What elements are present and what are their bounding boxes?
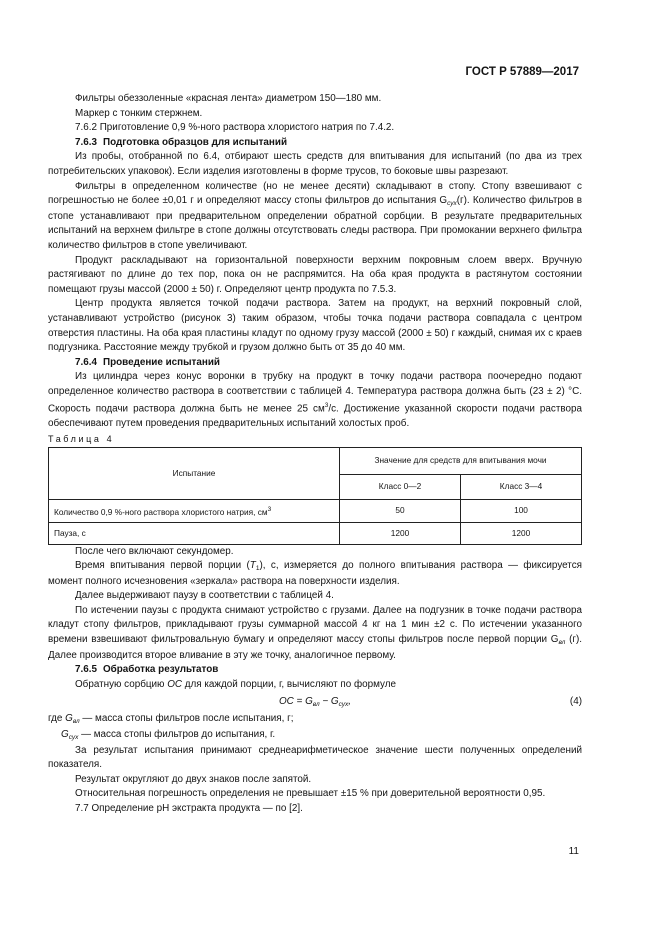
symbol: T [249,560,256,572]
table-caption: Таблица 4 [48,433,115,444]
symbol: G [61,729,69,741]
section-title: Проведение испытаний [102,356,220,368]
paragraph: Далее выдерживают паузу в соответствии с таблицей 4. [75,590,334,602]
section-title: Подготовка образцов для испытаний [102,136,288,148]
text-run: Фильтры в определенном количестве (но не менее десяти) складывают в стопу. Стопу взвешивают с погрешностью не более ±0,01 г и определяют массу стопы фильтров до испытания G [48,180,582,207]
section-number: 7.6.5 [75,664,97,676]
section-7-6-3-heading [48,136,582,151]
document-body [48,92,582,817]
text-run: По истечении паузы с продукта снимают устройство с грузами. Далее на подгузник в точке подачи раствора кладут стопу фильтров, прикладывают грузы суммарной массой 4 кг на 1 мин ±2 с. По истечении указанного времени взвешивают фильтровальную бумагу и определяют массу стопы фильтров после первой порции G [48,604,582,646]
table-header-class-2: Класс 3—4 [461,474,582,499]
table-header-group: Значение для средств для впитывания мочи [340,447,582,474]
text-run: (г). Количество фильтров в стопе устанавливают при предварительном определении обратной сорбции. В результате предварительных испытаний на верхнем фильтре в стопе должны отсутствовать следы раствора. При промокании верхнего фильтра количество фильтров в стопе увеличивают. [48,195,582,251]
subscript: вл [72,718,80,726]
table-4 [48,447,582,545]
paragraph: За результат испытания принимают среднеарифметическое значение шести полученных определений показателя. [48,744,582,771]
text-run: /с. Достижение указанной скорости подачи раствора обеспечивают путем проведения предварительных испытаний холостых проб. [48,403,582,430]
text-run: Обратную сорбцию [75,678,168,690]
subscript: вл [558,639,566,647]
definition-line [48,712,582,728]
table-cell-label [49,499,340,522]
page-number: 11 [568,846,579,857]
text-run: (г). Далее производится второе вливание в эту же точку, аналогичное первому. [48,634,583,661]
doc-header: ГОСТ Р 57889—2017 [465,66,579,78]
paragraph: Центр продукта является точкой подачи раствора. Затем на продукт, на верхний покровный слой, устанавливают устройство (рисунок 3) таким образом, чтобы точка подачи раствора совпадала с центром отверстия пластины. На оба края пластины кладут по одному грузу массой (2000 ± 50) г каждый, снимая их с краев подгузника. Расстояние между трубкой и грузом должно быть от 35 до 40 мм. [48,298,582,354]
formula-symbol: G [330,696,339,708]
text-run: — масса стопы фильтров до испытания, г. [78,729,276,741]
formula-tail: , [348,696,351,708]
paragraph: Результат округляют до двух знаков после запятой. [75,773,312,785]
symbol: G [65,713,73,725]
text-run: Время впитывания первой порции ( [75,560,250,572]
subscript: вл [312,701,320,709]
paragraph [48,370,582,432]
text-run: Количество 0,9 %-ного раствора хлористого натрия, см [54,506,268,517]
paragraph: После чего включают секундомер. [75,545,234,557]
text-run: — масса стопы фильтров после испытания, г; [79,713,294,725]
superscript: 3 [324,402,329,410]
table-cell-label: Пауза, с [49,522,340,544]
section-number: 7.6.4 [75,356,97,368]
formula-number: (4) [569,696,582,708]
formula-symbol: G [305,696,313,708]
section-7-6-4-heading [48,356,582,371]
paragraph [48,678,582,693]
subscript: сух [338,701,349,709]
symbol: ОС [167,678,182,690]
paragraph [48,559,582,589]
table-cell: 1200 [461,522,582,544]
table-row [49,522,582,544]
table-row [49,499,582,522]
table-cell: 100 [461,499,582,522]
text-run: Из цилиндра через конус воронки в трубку на продукт в точку подачи раствора поочередно подают определенное количество раствора в соответствии с таблицей 4. Температура раствора должна быть (23 ± 2) °С. Скорость подачи раствора должна быть не менее 25 см [48,371,582,415]
marker-line: Маркер с тонким стержнем. [75,107,203,119]
formula-minus: − [319,696,331,708]
formula-eq: = [293,696,306,708]
formula-4 [48,692,582,712]
formula-lhs: ОС [279,696,294,708]
table-cell: 1200 [340,522,461,544]
filters-line: Фильтры обеззоленные «красная лента» диаметром 150—180 мм. [75,93,382,104]
paragraph: Из пробы, отобранной по 6.4, отбирают шесть средств для впитывания для испытаний (по два из трех потребительских упаковок). Если изделия изготовлены в форме трусов, то боковые швы разрезают. [48,151,582,177]
section-7-6-5-heading [48,663,582,678]
section-7-6-2: 7.6.2 Приготовление 0,9 %-ного раствора хлористого натрия по 7.4.2. [75,122,395,134]
definition-line [48,728,582,744]
paragraph [48,180,582,254]
section-7-7: 7.7 Определение рН экстракта продукта — по [2]. [75,803,303,814]
text-run: где [48,713,66,725]
superscript: 3 [267,505,272,513]
paragraph: Продукт раскладывают на горизонтальной поверхности верхним покровным слоем вверх. Вручную растягивают по длине до тех пор, пока он не распрямится. На оба края продукта в растянутом состоянии помещают грузы массой (2000 ± 50) г. Определяют центр продукта по 7.5.3. [48,254,582,295]
table-header-class-1: Класс 0—2 [340,474,461,499]
subscript: 1 [255,565,260,573]
subscript: сух [447,200,457,208]
paragraph: Относительная погрешность определения не превышает ±15 % при доверительной вероятности 0,95. [75,788,546,800]
text-run: для каждой порции, г, вычисляют по формуле [182,678,396,690]
table-header-test: Испытание [49,447,340,499]
text-run: ), с, измеряется до полного впитывания раствора — фиксируется момент полного исчезновения «зеркала» раствора на поверхности изделия. [48,560,583,587]
section-number: 7.6.3 [75,136,97,148]
subscript: сух [68,734,79,742]
section-title: Обработка результатов [102,664,219,676]
paragraph [48,604,582,663]
table-cell: 50 [340,499,461,522]
